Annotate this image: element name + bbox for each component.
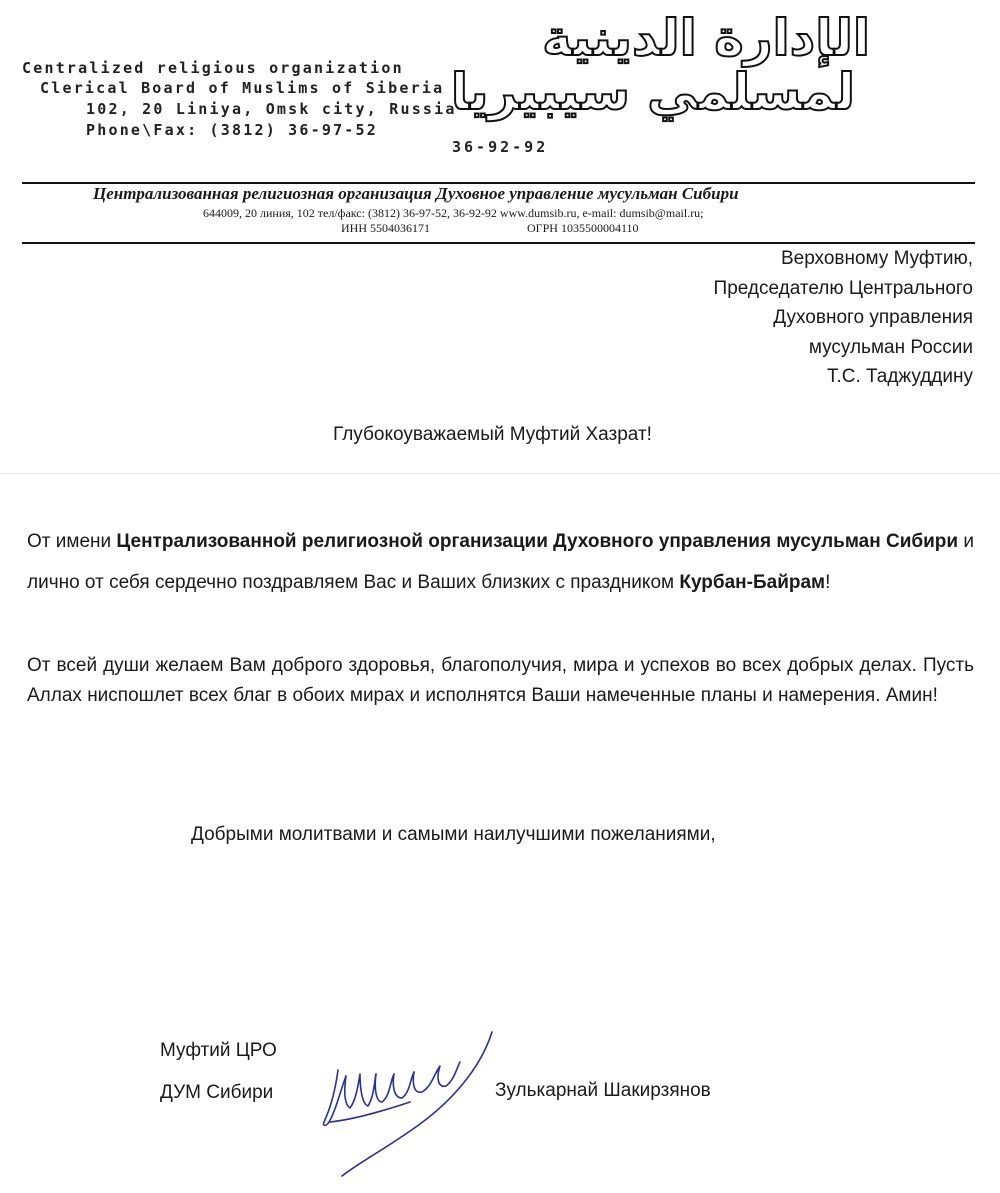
letterhead-ru-org: Централизованная религиозная организация Духовное управление мусульман Сибири — [93, 184, 739, 203]
closing-line: Добрыми молитвами и самыми наилучшими пожеланиями, — [191, 824, 716, 845]
addressee-line: мусульман России — [808, 336, 973, 358]
letterhead-ru-inn: ИНН 5504036171 — [341, 221, 430, 235]
addressee-block — [714, 244, 973, 392]
signatory-title-line-1: Муфтий ЦРО — [160, 1040, 277, 1061]
signature-stroke — [323, 1070, 346, 1125]
addressee-line: Председателю Центрального — [713, 277, 973, 299]
signature-stroke — [375, 1072, 414, 1102]
body-p1-organization: Централизованной религиозной организации Духовного управления мусульман Сибири — [116, 531, 959, 552]
letterhead-en-line-2: Clerical Board of Muslims of Siberia — [40, 79, 445, 97]
body-paragraph-2: От всей души желаем Вам доброго здоровья, благополучия, мира и успехов во всех добрых делах. Пусть Аллах ниспошлет всех благ в обоих мирах и исполнятся Ваши намеченные планы и намерения. Амин! — [27, 655, 974, 706]
letterhead-arabic-line-1: الإدارة الدينية — [542, 9, 870, 67]
signatory-name: Зулькарнай Шакирзянов — [495, 1080, 711, 1101]
signature-strokes — [323, 1032, 492, 1176]
addressee-line: Духовного управления — [773, 307, 973, 328]
letterhead-en-line-1: Centralized religious organization — [22, 59, 404, 77]
addressee-line: Верховному Муфтию, — [780, 248, 973, 269]
signature-stroke — [413, 1062, 460, 1092]
signatory-title-line-2: ДУМ Сибири — [160, 1082, 274, 1103]
body-p1-lead: От имени — [27, 531, 117, 552]
letterhead-arabic-line-2: لمسلمي سيبيريا — [450, 63, 855, 121]
letterhead-en-line-3: 102, 20 Liniya, Omsk city, Russia — [86, 100, 457, 118]
body-paragraph-1 — [27, 521, 974, 603]
body-p1-holiday: Курбан-Байрам — [679, 572, 826, 593]
letterhead-en-line-4: Phone\Fax: (3812) 36-97-52 — [86, 121, 378, 139]
salutation: Глубокоуважаемый Муфтий Хазрат! — [333, 424, 652, 445]
letterhead-ru-contact: 644009, 20 линия, 102 тел/факс: (3812) 36-97-52, 36-92-92 www.dumsib.ru, e-mail: dumsib@mail.ru; — [203, 206, 704, 220]
body-p1-end: ! — [825, 572, 831, 593]
handwritten-signature — [310, 1030, 500, 1180]
addressee-line: Т.С. Таджуддину — [826, 366, 973, 387]
signature-stroke — [345, 1074, 376, 1108]
scan-fold-line — [0, 473, 1000, 474]
letterhead-ru-ogrn: ОГРН 1035500004110 — [527, 221, 639, 235]
letterhead-phone-alt: 36-92-92 — [452, 138, 549, 156]
signature-stroke — [330, 1102, 410, 1122]
body-p1-middle: и лично от себя сердечно поздравляем Вас и Ваших близких с праздником — [27, 531, 974, 593]
